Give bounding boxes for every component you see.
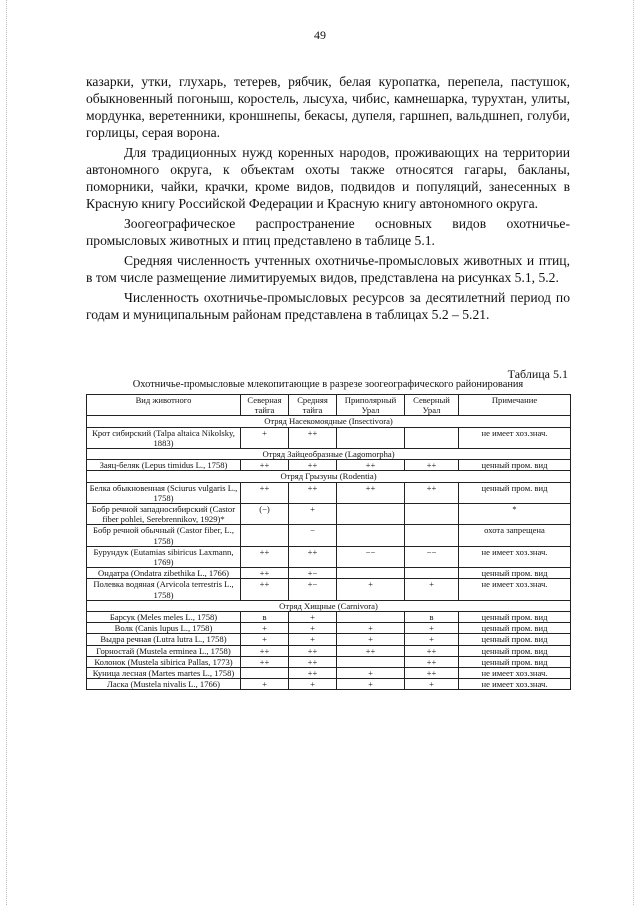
table-row bbox=[87, 679, 571, 690]
table-row bbox=[87, 656, 571, 667]
cell-polar-ural: + bbox=[337, 579, 405, 600]
header-north-taiga: Северная тайга bbox=[241, 395, 289, 416]
cell-note: ценный пром. вид bbox=[459, 612, 571, 623]
cell-species: Бурундук (Eutamias sibiricus Laxmann, 1769) bbox=[87, 546, 241, 567]
table-label: Таблица 5.1 bbox=[507, 367, 568, 381]
cell-species: Полевка водяная (Arvicola terrestris L., 1758) bbox=[87, 579, 241, 600]
table-row bbox=[87, 568, 571, 579]
table-body bbox=[87, 416, 571, 690]
cell-north-ural: ++ bbox=[405, 668, 459, 679]
cell-polar-ural: ++ bbox=[337, 482, 405, 503]
paragraph: Для традиционных нужд коренных народов, проживающих на территории автономного округа, к объектам охоты также относятся гагары, бакланы, поморники, чайки, крачки, кроме видов, подвидов и популяций, занесенных в Красную книгу Российской Федерации и Красную книгу автономного округа. bbox=[86, 145, 570, 211]
group-row bbox=[87, 416, 571, 427]
page-number: 49 bbox=[314, 28, 326, 42]
cell-polar-ural: + bbox=[337, 679, 405, 690]
cell-mid-taiga: ++ bbox=[289, 460, 337, 471]
cell-mid-taiga: + bbox=[289, 623, 337, 634]
cell-mid-taiga: ++ bbox=[289, 482, 337, 503]
cell-mid-taiga: +− bbox=[289, 579, 337, 600]
cell-mid-taiga: ++ bbox=[289, 668, 337, 679]
cell-note: не имеет хоз.знач. bbox=[459, 668, 571, 679]
left-edge-mark bbox=[6, 0, 8, 905]
cell-north-ural bbox=[405, 504, 459, 525]
group-row bbox=[87, 600, 571, 611]
header-mid-taiga: Средняя тайга bbox=[289, 395, 337, 416]
species-table bbox=[86, 394, 571, 690]
table-row bbox=[87, 623, 571, 634]
cell-north-taiga: ++ bbox=[241, 645, 289, 656]
cell-north-ural bbox=[405, 525, 459, 546]
cell-mid-taiga: ++ bbox=[289, 427, 337, 448]
paragraph: Численность охотничье-промысловых ресурсов за десятилетний период по годам и муниципальным районам представлена в таблицах 5.2 – 5.21. bbox=[86, 290, 570, 322]
cell-mid-taiga: ++ bbox=[289, 546, 337, 567]
cell-polar-ural bbox=[337, 427, 405, 448]
cell-polar-ural: −− bbox=[337, 546, 405, 567]
table-row bbox=[87, 427, 571, 448]
cell-species: Куница лесная (Martes martes L., 1758) bbox=[87, 668, 241, 679]
cell-mid-taiga: + bbox=[289, 612, 337, 623]
cell-polar-ural bbox=[337, 568, 405, 579]
cell-north-ural: ++ bbox=[405, 482, 459, 503]
cell-species: Ласка (Mustela nivalis L., 1766) bbox=[87, 679, 241, 690]
cell-north-taiga: ++ bbox=[241, 579, 289, 600]
header-north-ural: Северный Урал bbox=[405, 395, 459, 416]
cell-north-taiga bbox=[241, 525, 289, 546]
cell-mid-taiga: +− bbox=[289, 568, 337, 579]
cell-species: Горностай (Mustela erminea L., 1758) bbox=[87, 645, 241, 656]
cell-mid-taiga: ++ bbox=[289, 656, 337, 667]
cell-north-ural bbox=[405, 427, 459, 448]
header-species: Вид животного bbox=[87, 395, 241, 416]
cell-polar-ural bbox=[337, 656, 405, 667]
cell-north-ural: −− bbox=[405, 546, 459, 567]
cell-polar-ural: + bbox=[337, 634, 405, 645]
cell-note: не имеет хоз.знач. bbox=[459, 427, 571, 448]
body-text bbox=[86, 73, 570, 326]
cell-note: не имеет хоз.знач. bbox=[459, 679, 571, 690]
cell-north-taiga: + bbox=[241, 634, 289, 645]
cell-polar-ural: + bbox=[337, 623, 405, 634]
group-row bbox=[87, 471, 571, 482]
cell-mid-taiga: + bbox=[289, 634, 337, 645]
cell-north-taiga: в bbox=[241, 612, 289, 623]
cell-note: ценный пром. вид bbox=[459, 656, 571, 667]
cell-polar-ural bbox=[337, 612, 405, 623]
cell-species: Крот сибирский (Talpa altaica Nikolsky, 1883) bbox=[87, 427, 241, 448]
cell-polar-ural bbox=[337, 504, 405, 525]
cell-species: Белка обыкновенная (Sciurus vulgaris L., 1758) bbox=[87, 482, 241, 503]
cell-species: Бобр речной обычный (Castor fiber, L., 1758) bbox=[87, 525, 241, 546]
cell-north-ural: ++ bbox=[405, 645, 459, 656]
table-row bbox=[87, 504, 571, 525]
table-row bbox=[87, 579, 571, 600]
group-title: Отряд Зайцеобразные (Lagomorpha) bbox=[87, 449, 571, 460]
cell-polar-ural bbox=[337, 525, 405, 546]
table-row bbox=[87, 668, 571, 679]
group-title: Отряд Грызуны (Rodentia) bbox=[87, 471, 571, 482]
cell-north-ural: в bbox=[405, 612, 459, 623]
cell-polar-ural: + bbox=[337, 668, 405, 679]
cell-mid-taiga: − bbox=[289, 525, 337, 546]
cell-species: Заяц-беляк (Lepus timidus L., 1758) bbox=[87, 460, 241, 471]
table-header-row bbox=[87, 395, 571, 416]
header-note: Примечание bbox=[459, 395, 571, 416]
header-polar-ural: Приполярный Урал bbox=[337, 395, 405, 416]
table-row bbox=[87, 546, 571, 567]
cell-mid-taiga: + bbox=[289, 679, 337, 690]
cell-north-taiga: + bbox=[241, 427, 289, 448]
cell-note: ценный пром. вид bbox=[459, 645, 571, 656]
cell-note: * bbox=[459, 504, 571, 525]
table-row bbox=[87, 645, 571, 656]
cell-north-ural: + bbox=[405, 679, 459, 690]
cell-north-taiga bbox=[241, 668, 289, 679]
cell-note: охота запрещена bbox=[459, 525, 571, 546]
paragraph: Зоогеографическое распространение основных видов охотничье-промысловых животных и птиц представлено в таблице 5.1. bbox=[86, 216, 570, 248]
cell-species: Колонок (Mustela sibirica Pallas, 1773) bbox=[87, 656, 241, 667]
cell-note: ценный пром. вид bbox=[459, 460, 571, 471]
cell-note: ценный пром. вид bbox=[459, 623, 571, 634]
table-row bbox=[87, 525, 571, 546]
cell-north-taiga: + bbox=[241, 623, 289, 634]
table-caption: Охотничье-промысловые млекопитающие в разрезе зоогеографического районирования bbox=[132, 379, 524, 390]
cell-mid-taiga: ++ bbox=[289, 645, 337, 656]
cell-north-ural bbox=[405, 568, 459, 579]
cell-north-ural: + bbox=[405, 623, 459, 634]
cell-note: не имеет хоз.знач. bbox=[459, 546, 571, 567]
paragraph: Средняя численность учтенных охотничье-промысловых животных и птиц, в том числе размещение лимитируемых видов, представлена на рисунках 5.1, 5.2. bbox=[86, 253, 570, 285]
cell-note: ценный пром. вид bbox=[459, 482, 571, 503]
table-row bbox=[87, 460, 571, 471]
cell-north-ural: + bbox=[405, 579, 459, 600]
group-title: Отряд Хищные (Carnivora) bbox=[87, 600, 571, 611]
cell-north-taiga: ++ bbox=[241, 460, 289, 471]
right-edge-mark bbox=[633, 0, 635, 905]
cell-north-taiga: ++ bbox=[241, 482, 289, 503]
cell-species: Барсук (Meles meles L., 1758) bbox=[87, 612, 241, 623]
cell-polar-ural: ++ bbox=[337, 460, 405, 471]
cell-north-ural: ++ bbox=[405, 460, 459, 471]
table-row bbox=[87, 612, 571, 623]
cell-north-ural: + bbox=[405, 634, 459, 645]
cell-polar-ural: ++ bbox=[337, 645, 405, 656]
cell-north-taiga: + bbox=[241, 679, 289, 690]
table-row bbox=[87, 482, 571, 503]
group-row bbox=[87, 449, 571, 460]
cell-mid-taiga: + bbox=[289, 504, 337, 525]
cell-note: ценный пром. вид bbox=[459, 568, 571, 579]
cell-note: ценный пром. вид bbox=[459, 634, 571, 645]
cell-north-taiga: (−) bbox=[241, 504, 289, 525]
cell-species: Волк (Canis lupus L., 1758) bbox=[87, 623, 241, 634]
cell-north-taiga: ++ bbox=[241, 568, 289, 579]
cell-species: Ондатра (Ondatra zibethika L., 1766) bbox=[87, 568, 241, 579]
group-title: Отряд Насекомоядные (Insectivora) bbox=[87, 416, 571, 427]
paragraph-continuation: казарки, утки, глухарь, тетерев, рябчик, белая куропатка, перепела, пастушок, обыкновенный погоныш, коростель, лысуха, чибис, камнешарка, турухтан, улиты, мордунка, веретенники, кроншнепы, бекасы, дупеля, гаршнеп, вальдшнеп, голуби, горлицы, серая ворона. bbox=[86, 74, 570, 140]
cell-north-taiga: ++ bbox=[241, 546, 289, 567]
table-row bbox=[87, 634, 571, 645]
cell-species: Бобр речной западносибирский (Castor fiber pohlei, Serebrennikov, 1929)* bbox=[87, 504, 241, 525]
cell-species: Выдра речная (Lutra lutra L., 1758) bbox=[87, 634, 241, 645]
cell-north-taiga: ++ bbox=[241, 656, 289, 667]
cell-note: не имеет хоз.знач. bbox=[459, 579, 571, 600]
cell-north-ural: ++ bbox=[405, 656, 459, 667]
